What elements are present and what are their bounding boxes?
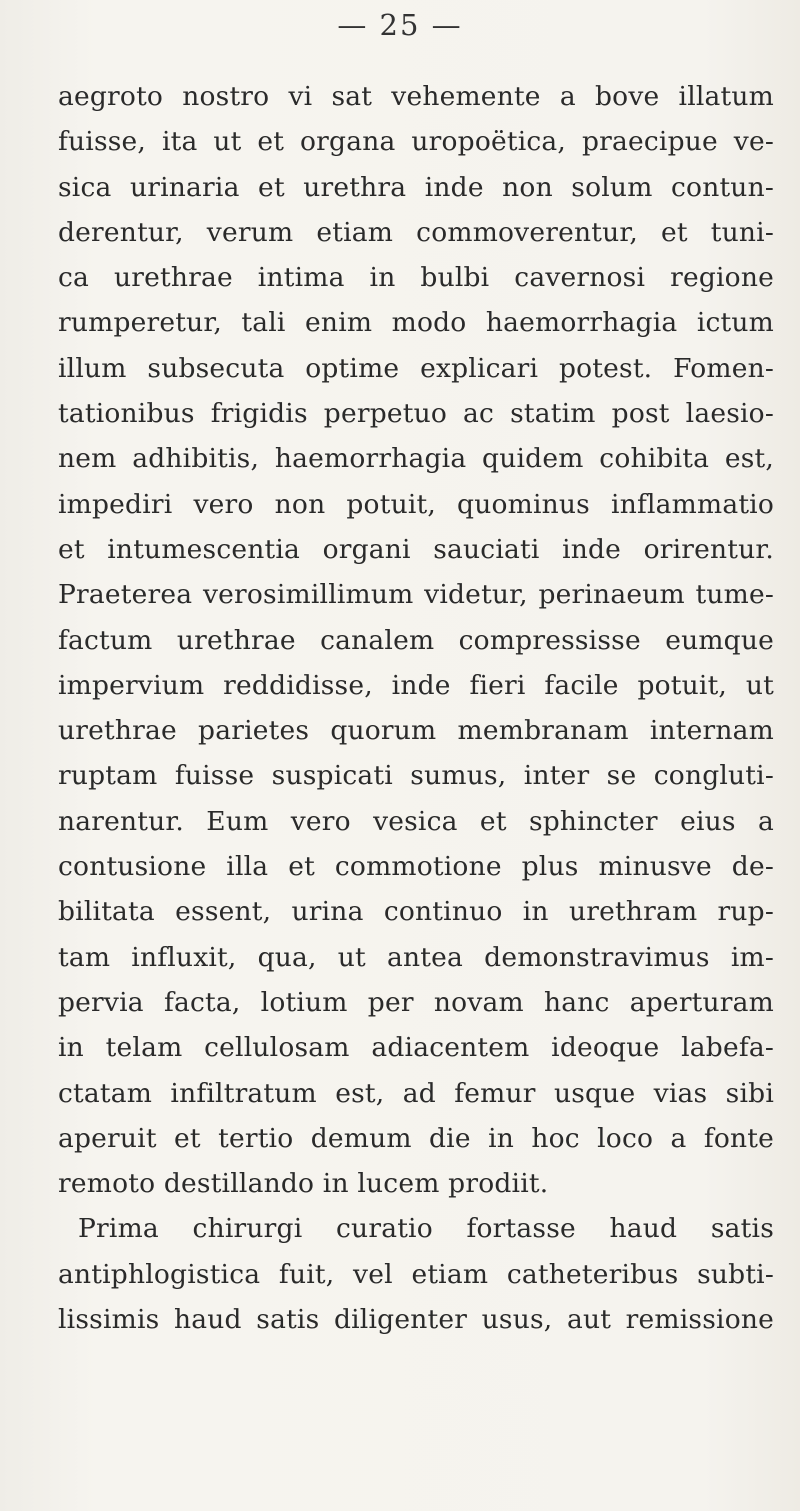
- text-line: remoto destillando in lucem prodiit.: [58, 1168, 549, 1200]
- text-line: et intumescentia organi sauciati inde orirentur.: [58, 533, 774, 565]
- text-line: Praeterea verosimillimum videtur, perinaeum tume-: [58, 579, 774, 611]
- text-line: impervium reddidisse, inde fieri facile potuit, ut: [58, 669, 774, 701]
- text-line: fuisse, ita ut et organa uropoëtica, praecipue ve-: [58, 126, 774, 158]
- text-line: urethrae parietes quorum membranam internam: [58, 715, 774, 747]
- text-line: narentur. Eum vero vesica et sphincter eius a: [58, 805, 774, 837]
- page-number: — 25 —: [337, 8, 463, 42]
- text-line: in telam cellulosam adiacentem ideoque labefa-: [58, 1032, 774, 1064]
- text-line: pervia facta, lotium per novam hanc aperturam: [58, 986, 774, 1018]
- text-line: ruptam fuisse suspicati sumus, inter se congluti-: [58, 760, 774, 792]
- text-line: tationibus frigidis perpetuo ac statim post laesio-: [58, 398, 774, 430]
- text-line: Prima chirurgi curatio fortasse haud satis: [78, 1213, 774, 1245]
- text-line: ca urethrae intima in bulbi cavernosi regione: [58, 262, 774, 294]
- text-line: ctatam infiltratum est, ad femur usque vias sibi: [58, 1077, 774, 1109]
- text-line: bilitata essent, urina continuo in urethram rup-: [58, 896, 774, 928]
- text-line: aperuit et tertio demum die in hoc loco a fonte: [58, 1122, 774, 1154]
- text-line: derentur, verum etiam commoverentur, et tuni-: [58, 216, 774, 248]
- text-line: illum subsecuta optime explicari potest. Fomen-: [58, 352, 774, 384]
- text-line: lissimis haud satis diligenter usus, aut remissione: [58, 1304, 774, 1336]
- text-line: factum urethrae canalem compressisse eumque: [58, 624, 774, 656]
- text-line: tam influxit, qua, ut antea demonstravimus im-: [58, 941, 774, 973]
- text-line: rumperetur, tali enim modo haemorrhagia ictum: [58, 307, 774, 339]
- text-line: antiphlogistica fuit, vel etiam catheteribus subti-: [58, 1258, 774, 1290]
- body-text: [58, 74, 774, 1342]
- text-line: contusione illa et commotione plus minusve de-: [58, 851, 774, 883]
- text-line: nem adhibitis, haemorrhagia quidem cohibita est,: [58, 443, 774, 475]
- text-line: sica urinaria et urethra inde non solum contun-: [58, 171, 774, 203]
- text-line: impediri vero non potuit, quominus inflammatio: [58, 488, 774, 520]
- text-line: aegroto nostro vi sat vehemente a bove illatum: [58, 81, 774, 112]
